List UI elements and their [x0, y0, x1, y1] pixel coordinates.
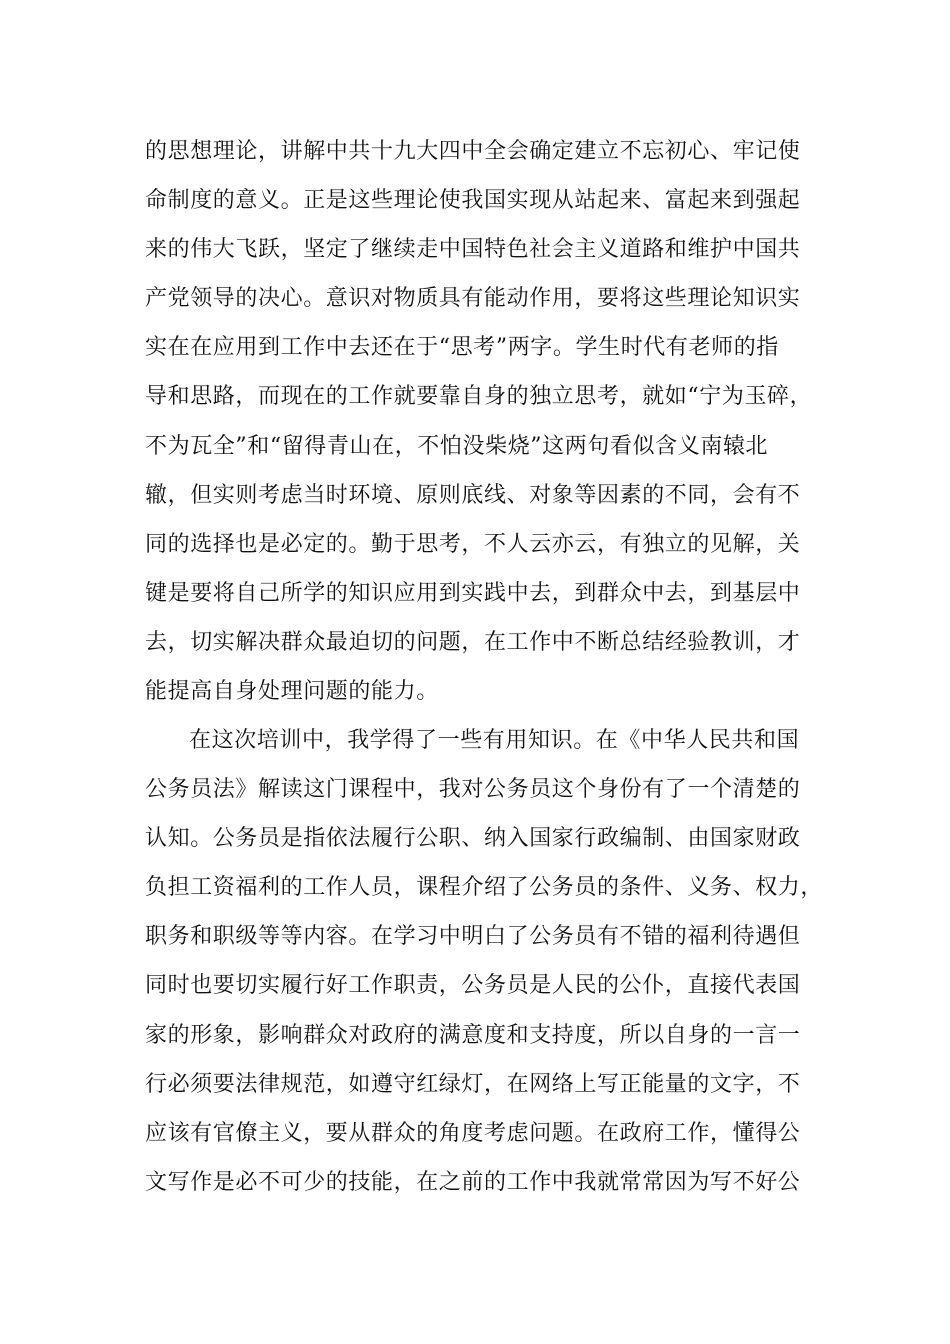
- paragraph-training: [145, 716, 825, 1207]
- text-line-first: 在这次培训中，我学得了一些有用知识。在《中华人民共和国: [189, 728, 800, 753]
- text-line: 去，切实解决群众最迫切的问题，在工作中不断总结经验教训，才: [145, 629, 801, 655]
- text-line: 的思想理论，讲解中共十九大四中全会确定建立不忘初心、牢记使: [145, 139, 801, 164]
- text-line: 能提高自身处理问题的能力。: [145, 679, 439, 705]
- text-line: 负担工资福利的工作人员，课程介绍了公务员的条件、义务、权力，: [145, 875, 824, 901]
- text-line: 职务和职级等等内容。在学习中明白了公务员有不错的福利待遇但: [145, 924, 801, 950]
- paragraph-continuation: [145, 127, 825, 716]
- text-line: 认知。公务员是指依法履行公职、纳入国家行政编制、由国家财政: [145, 826, 801, 852]
- text-line: 行必须要法律规范，如遵守红绿灯，在网络上写正能量的文字，不: [145, 1071, 801, 1097]
- text-line: 辙，但实则考虑当时环境、原则底线、对象等因素的不同，会有不: [145, 482, 801, 508]
- text-line: 公务员法》解读这门课程中，我对公务员这个身份有了一个清楚的: [145, 777, 801, 803]
- text-line: 家的形象，影响群众对政府的满意度和支持度，所以自身的一言一: [145, 1022, 801, 1048]
- text-line: 产党领导的决心。意识对物质具有能动作用，要将这些理论知识实: [145, 286, 801, 312]
- text-line: 键是要将自己所学的知识应用到实践中去，到群众中去，到基层中: [145, 580, 801, 606]
- text-line: 导和思路，而现在的工作就要靠自身的独立思考，就如“宁为玉碎，: [145, 384, 813, 410]
- text-line: 同时也要切实履行好工作职责，公务员是人民的公仆，直接代表国: [145, 973, 801, 999]
- text-line: 不为瓦全”和“留得青山在，不怕没柴烧”这两句看似含义南辕北: [145, 433, 769, 459]
- text-line: 文写作是必不可少的技能，在之前的工作中我就常常因为写不好公: [145, 1169, 801, 1195]
- text-line: 来的伟大飞跃，坚定了继续走中国特色社会主义道路和维护中国共: [145, 237, 801, 263]
- text-line: 同的选择也是必定的。勤于思考，不人云亦云，有独立的见解，关: [145, 531, 801, 557]
- text-line: 命制度的意义。正是这些理论使我国实现从站起来、富起来到强起: [145, 188, 801, 214]
- text-line: 实在在应用到工作中去还在于“思考”两字。学生时代有老师的指: [145, 335, 779, 361]
- text-line: 应该有官僚主义，要从群众的角度考虑问题。在政府工作，懂得公: [145, 1120, 801, 1146]
